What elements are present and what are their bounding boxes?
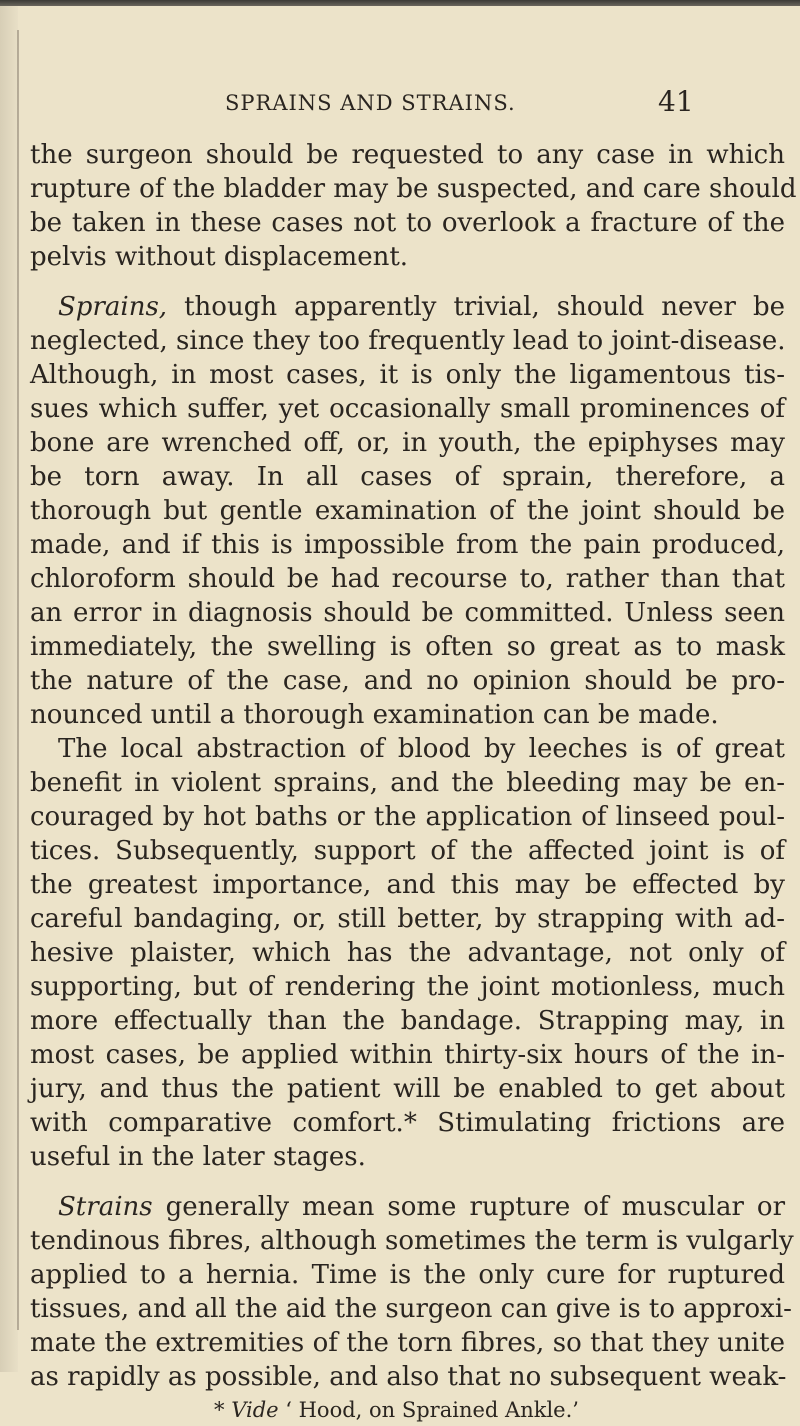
text-line: supporting, but of rendering the joint motionless, much bbox=[30, 972, 785, 1002]
paragraph-local-abstraction bbox=[30, 732, 790, 1174]
text-line: Although, in most cases, it is only the ligamentous tis- bbox=[30, 360, 785, 390]
text-line: more effectually than the bandage. Strapping may, in bbox=[30, 1006, 785, 1036]
text-line: bone are wrenched off, or, in youth, the epiphyses may bbox=[30, 428, 785, 458]
text-line: as rapidly as possible, and also that no subsequent weak- bbox=[30, 1362, 787, 1392]
text-line: an error in diagnosis should be committed. Unless seen bbox=[30, 598, 785, 628]
text-line: benefit in violent sprains, and the bleeding may be en- bbox=[30, 768, 785, 798]
text-line: the nature of the case, and no opinion should be pro- bbox=[30, 666, 785, 696]
paragraph-sprains bbox=[30, 290, 790, 732]
text-line: tissues, and all the aid the surgeon can give is to approxi- bbox=[30, 1294, 792, 1324]
text-line: with comparative comfort.* Stimulating frictions are bbox=[30, 1108, 785, 1138]
text-line: made, and if this is impossible from the pain produced, bbox=[30, 530, 785, 560]
text-line: thorough but gentle examination of the joint should be bbox=[30, 496, 785, 526]
italic-lead-sprains: Sprains, bbox=[58, 292, 168, 322]
text-line: be torn away. In all cases of sprain, therefore, a bbox=[30, 462, 785, 492]
running-head bbox=[30, 85, 760, 119]
binding-crease bbox=[17, 30, 19, 1330]
text-line: careful bandaging, or, still better, by strapping with ad- bbox=[30, 904, 785, 934]
book-page bbox=[30, 0, 797, 1422]
text-line: mate the extremities of the torn fibres, so that they unite bbox=[30, 1328, 785, 1358]
italic-lead-strains: Strains bbox=[58, 1192, 153, 1222]
text-line: most cases, be applied within thirty-six hours of the in- bbox=[30, 1040, 785, 1070]
text-line: The local abstraction of blood by leeches is of great bbox=[58, 734, 785, 764]
text-line: neglected, since they too frequently lead to joint-disease. bbox=[30, 326, 786, 356]
text-line: hesive plaister, which has the advantage, not only of bbox=[30, 938, 785, 968]
text-line: applied to a hernia. Time is the only cure for ruptured bbox=[30, 1260, 785, 1290]
body-text bbox=[30, 138, 797, 1426]
text-line bbox=[30, 290, 785, 324]
text-line: chloroform should be had recourse to, rather than that bbox=[30, 564, 785, 594]
text-line bbox=[30, 1190, 785, 1224]
text-line-rest: generally mean some rupture of muscular or bbox=[165, 1192, 785, 1222]
footnote bbox=[30, 1394, 790, 1426]
text-line: couraged by hot baths or the application of linseed poul- bbox=[30, 802, 785, 832]
footnote-marker: * bbox=[214, 1398, 225, 1422]
binding-gutter bbox=[0, 6, 18, 1372]
text-line-rest: though apparently trivial, should never be bbox=[184, 292, 785, 322]
text-line: jury, and thus the patient will be enabled to get about bbox=[30, 1074, 785, 1104]
text-line: sues which suffer, yet occasionally small prominences of bbox=[30, 394, 785, 424]
text-line: pelvis without displacement. bbox=[30, 242, 409, 272]
text-line: useful in the later stages. bbox=[30, 1142, 366, 1172]
text-line: rupture of the bladder may be suspected, and care should bbox=[30, 174, 797, 204]
footnote-vide: Vide bbox=[231, 1398, 279, 1422]
text-line: tendinous fibres, although sometimes the term is vulgarly bbox=[30, 1226, 794, 1256]
text-line: the greatest importance, and this may be effected by bbox=[30, 870, 785, 900]
paragraph-strains bbox=[30, 1190, 794, 1394]
footnote-text: ‘ Hood, on Sprained Ankle.’ bbox=[285, 1398, 579, 1422]
text-line: immediately, the swelling is often so great as to mask bbox=[30, 632, 785, 662]
running-title: SPRAINS AND STRAINS. bbox=[225, 91, 516, 115]
paragraph-1 bbox=[30, 138, 797, 274]
text-line: be taken in these cases not to overlook a fracture of the bbox=[30, 208, 785, 238]
text-line: nounced until a thorough examination can be made. bbox=[30, 700, 719, 730]
page-number: 41 bbox=[658, 85, 694, 118]
text-line: tices. Subsequently, support of the affected joint is of bbox=[30, 836, 785, 866]
text-line: the surgeon should be requested to any case in which bbox=[30, 140, 785, 170]
